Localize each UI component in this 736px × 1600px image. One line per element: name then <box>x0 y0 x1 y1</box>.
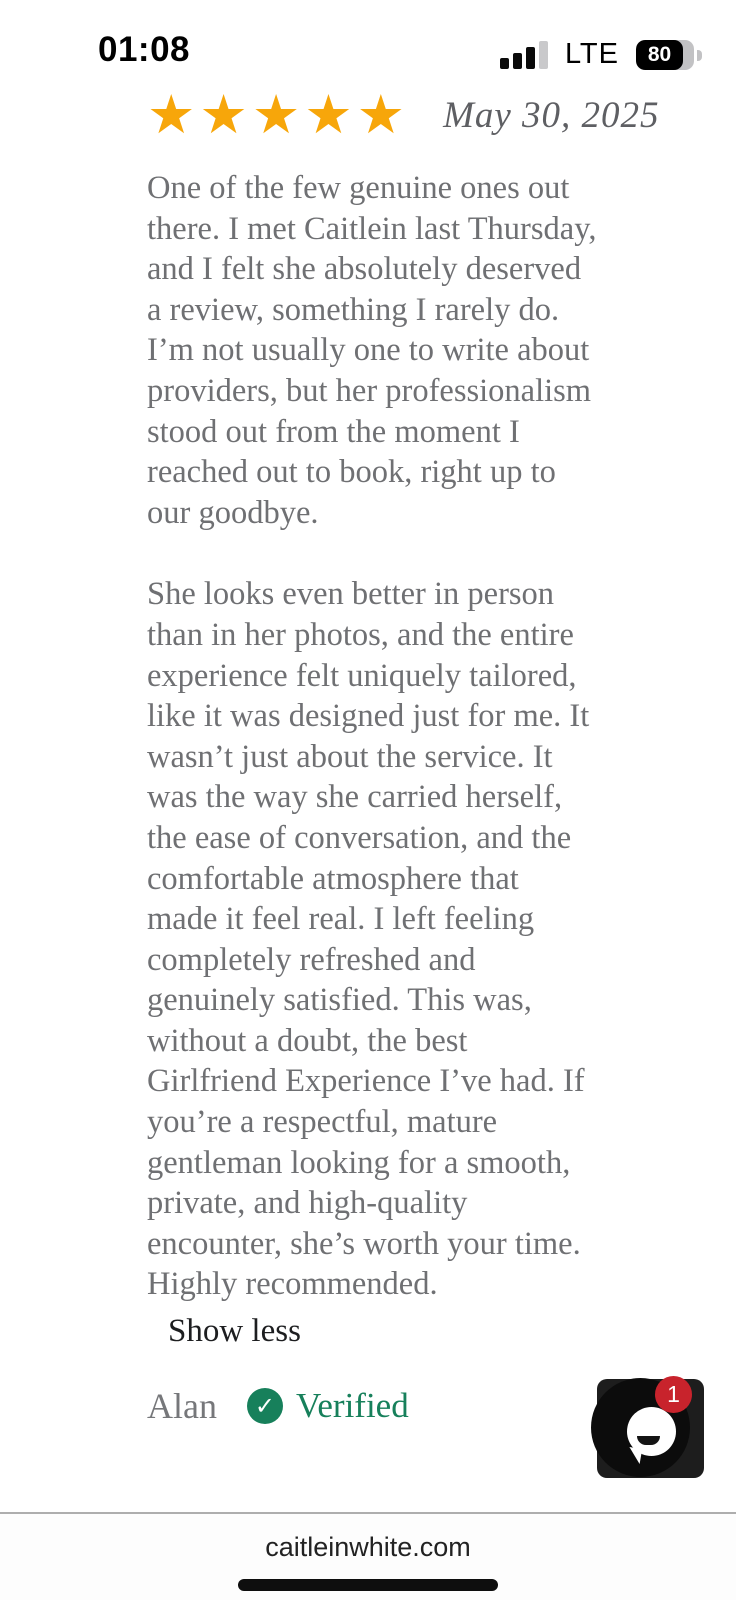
check-icon: ✓ <box>247 1388 283 1424</box>
battery-percent-label: 80 <box>647 42 672 66</box>
unread-count-badge: 1 <box>655 1376 692 1413</box>
chat-widget-button[interactable] <box>597 1379 704 1478</box>
show-less-link[interactable]: Show less <box>168 1313 301 1350</box>
status-icons <box>500 38 702 71</box>
battery-icon <box>636 40 702 70</box>
reviewer-row <box>147 1385 597 1427</box>
review-paragraph-1: One of the few genuine ones out there. I met Caitlein last Thursday, and I felt she absolutely deserved a review, something I rarely do. I’m not usually one to write about providers, but her professionalism stood out from the moment I reached out to book, right up to our goodbye. <box>147 170 597 531</box>
star-rating-icon: ★★★★★ <box>147 83 410 146</box>
cellular-signal-icon <box>500 41 548 69</box>
browser-bottom-bar <box>0 1512 736 1600</box>
verified-badge <box>247 1386 409 1426</box>
home-indicator[interactable] <box>238 1579 498 1591</box>
network-type-label: LTE <box>564 38 619 70</box>
review-paragraph-2: She looks even better in person than in her photos, and the entire experience felt uniquely tailored, like it was designed just for me. It wasn’t just about the service. It was the way she carried herself, the ease of conversation, and the comfortable atmosphere that made it feel real. I left feeling completely refreshed and genuinely satisfied. This was, without a doubt, the best Girlfriend Experience I’ve had. If you’re a respectful, mature gentleman looking for a smooth, private, and high-quality encounter, she’s worth your time. Highly recommended. <box>147 576 590 1303</box>
status-bar <box>0 0 736 82</box>
address-bar[interactable]: caitleinwhite.com <box>265 1532 471 1562</box>
clock-label: 01:08 <box>98 30 191 69</box>
review-date: May 30, 2025 <box>443 94 660 136</box>
chat-bubble-icon <box>627 1407 676 1456</box>
verified-label: Verified <box>295 1386 409 1426</box>
review-header <box>147 83 660 146</box>
review-card <box>147 83 660 1427</box>
reviewer-name: Alan <box>147 1386 217 1427</box>
